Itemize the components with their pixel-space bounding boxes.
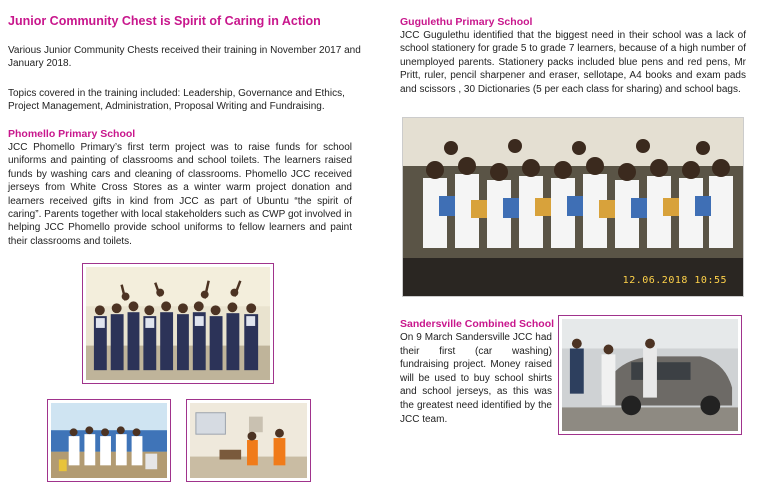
article-title: Junior Community Chest is Spirit of Caring in Action <box>8 14 321 28</box>
sandersville-carwash-photo <box>558 315 742 435</box>
phomello-heading: Phomello Primary School <box>8 128 136 140</box>
topics-paragraph: Topics covered in the training included: Leadership, Governance and Ethics, Project Management, Administration, Proposal Writing and Fundraising. <box>8 88 345 113</box>
intro-paragraph: Various Junior Community Chests received their training in November 2017 and January 2018. <box>8 45 361 70</box>
phomello-paragraph: JCC Phomello Primary’s first term project was to raise funds for school uniforms and painting of classrooms and school toilets. The learners raised funds by washing cars and cleaning of classrooms. Phomello JCC received jerseys from White Cross Stores as a winter warm project donation and learners received gifts in kind from JCC as part of Ubuntu “the spirit of caring”. Parents together with local stakeholders such as CWP got involved in helping JCC Phomello provide school uniforms to fellow learners and paint their classrooms and toilets. <box>8 142 352 247</box>
gugulethu-group-photo <box>402 117 744 297</box>
photo-timestamp: 12.06.2018 10:55 <box>622 275 727 286</box>
phomello-cleaning-photo <box>186 399 311 482</box>
sandersville-heading: Sandersville Combined School <box>400 318 555 330</box>
gugulethu-paragraph: JCC Gugulethu identified that the biggest need in their school was a lack of school stationery for grade 5 to grade 7 learners, because of a high number of unemployed parents. Stationery packs included blue pens and red pens, Mr Pritt, ruler, pencil sharpener and eraser, sellotape, A4 books and exam pads and scissors , 30 Dictionaries (5 per each class for sharing) and school bags. <box>400 30 746 95</box>
sandersville-paragraph: On 9 March Sandersville JCC had their first (car washing) fundraising project. Money raised will be used to buy school shirts and school jerseys, as this was the greatest need identified by the JCC team. <box>400 332 552 425</box>
gugulethu-heading: Gugulethu Primary School <box>400 16 533 28</box>
phomello-painting-photo <box>47 399 171 482</box>
phomello-group-photo <box>82 263 274 384</box>
